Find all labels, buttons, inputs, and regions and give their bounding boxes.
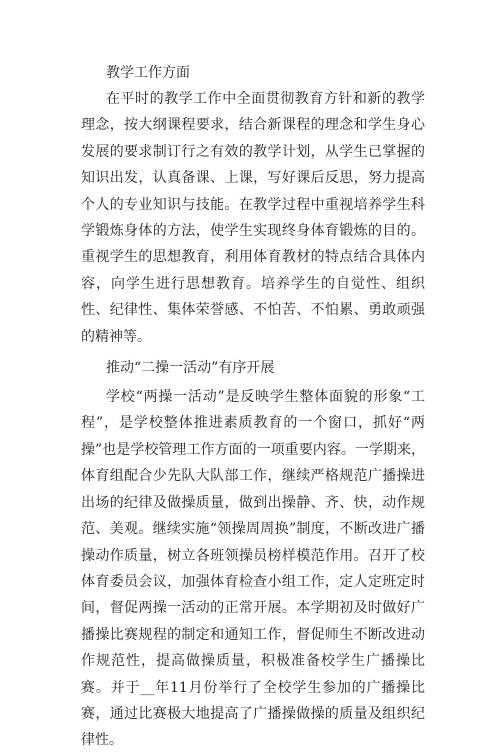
section-body-teaching: 在平时的教学工作中全面贯彻教育方针和新的教学理念，按大纲课程要求，结合新课程的理念和学生身心发展的要求制订行之有效的教学计划，从学生已掌握的知识出发，认真备课、上课，写好课后反思，努力提高个人的专业知识与技能。在教学过程中重视培养学生科学锻炼身体的方法，使学生实现终身体育锻炼的目的。重视学生的思想教育，利用体育教材的特点结合具体内容，向学生进行思想教育。培养学生的自觉性、组织性、纪律性、集体荣誉感、不怕苦、不怕累、勇敢顽强的精神等。 bbox=[81, 91, 425, 345]
section-body-exercises: 学校“两操一活动”是反映学生整体面貌的形象“工程”，是学校整体推进素质教育的一个窗口，抓好“两操”也是学校管理工作方面的一项重要内容。一学期来，体育组配合少先队大队部工作，继续严格规范广播操进出场的纪律及做操质量，做到出操静、齐、快，动作规范、美观。继续实施“领操周周换”制度，不断改进广播操动作质量，树立各班领操员榜样模范作用。召开了校体育委员会议，加强体育检查小组工作，定人定班定时间，督促两操一活动的正常开展。本学期初及时做好广播操比赛规程的制定和通知工作，督促师生不断改进动作规范性，提高做操质量，积极准备校学生广播操比赛。并于__年11月份举行了全校学生参加的广播操比赛，通过比赛极大地提高了广播操做操的质量及组织纪律性。 bbox=[81, 389, 425, 749]
section-heading-teaching: 教学工作方面 bbox=[106, 65, 190, 81]
section-heading-exercises: 推动“二操一活动”有序开展 bbox=[106, 360, 275, 377]
document-page bbox=[81, 60, 425, 754]
